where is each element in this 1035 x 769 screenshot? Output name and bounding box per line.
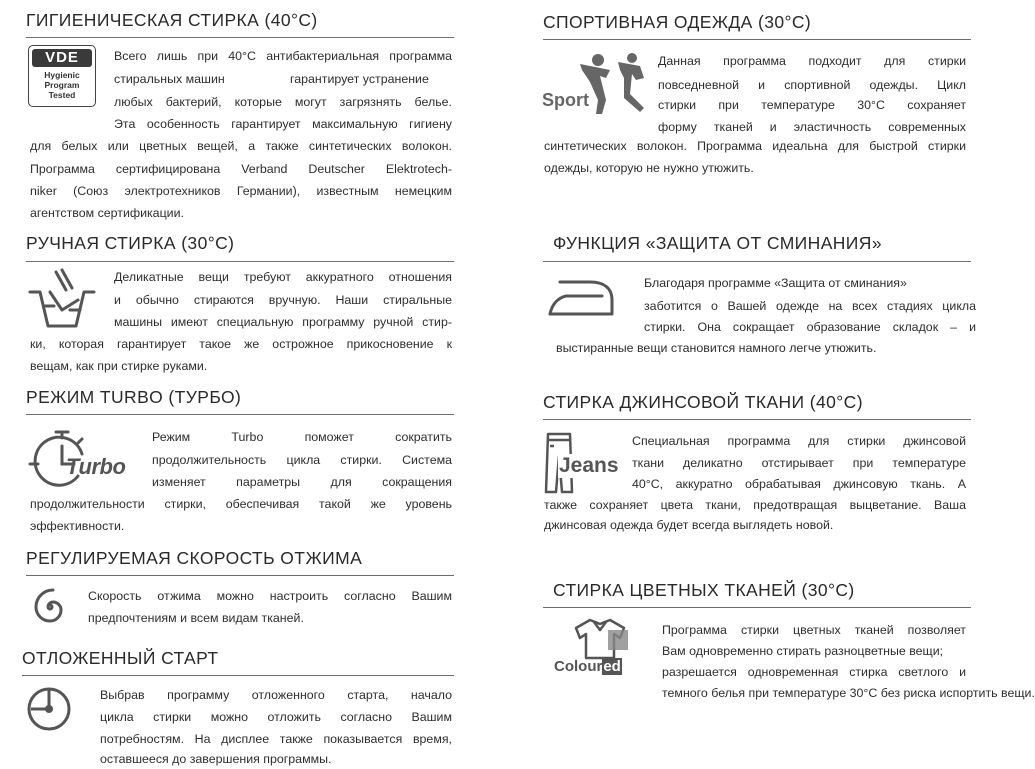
section-title: РУЧНАЯ СТИРКА (30°C) bbox=[26, 233, 235, 253]
logo-line-2: Program bbox=[44, 80, 80, 90]
section-title: ФУНКЦИЯ «ЗАЩИТА ОТ СМИНАНИЯ» bbox=[553, 233, 882, 253]
text-line: изменяет параметры для сокращения bbox=[152, 475, 452, 489]
text-line: темного белья при температуре 30°C без риска испортить вещи. bbox=[662, 686, 1035, 700]
title-rule bbox=[22, 675, 454, 676]
text-line: одежды, которую не нужно утюжить. bbox=[544, 161, 754, 175]
sport-label: Sport bbox=[542, 90, 589, 110]
text-line: стиральных машин bbox=[114, 72, 225, 86]
text-line: агентством сертификации. bbox=[30, 206, 184, 220]
text-line: продолжительности стирки, обеспечивая такой же уровень bbox=[30, 497, 452, 511]
text-line: Специальная программа для стирки джинсовой bbox=[632, 434, 966, 448]
text-line: разрешается одновременная стирка светлого и bbox=[662, 665, 966, 679]
text-line: потребностям. На дисплее также показывается время, bbox=[100, 732, 452, 746]
text-line: niker (Союз электротехников Германии), известным немецким bbox=[30, 184, 452, 198]
text-line: гарантирует устранение bbox=[290, 72, 429, 86]
text-line: ткани деликатно отстирывает при температуре bbox=[632, 456, 966, 470]
coloured-label bbox=[554, 658, 622, 675]
text-line: выстиранные вещи становится намного легче утюжить. bbox=[556, 341, 877, 355]
text-line: повседневной и спортивной одежды. Цикл bbox=[658, 78, 966, 92]
title-rule bbox=[543, 419, 971, 420]
text-line: Эта особенность гарантирует максимальную гигиену bbox=[114, 117, 452, 131]
text-line: стирки. Она сокращает образование складок – и bbox=[644, 320, 976, 334]
text-line: для белых или цветных вещей, а также синтетических волокон. bbox=[30, 139, 452, 153]
title-rule bbox=[26, 37, 454, 38]
title-rule bbox=[26, 575, 454, 576]
text-line: заботится о Вашей одежде на всех стадиях цикла bbox=[644, 299, 976, 313]
title-rule bbox=[26, 261, 454, 262]
text-line: синтетических волокон. Программа идеальна для быстрой стирки bbox=[544, 139, 966, 153]
title-rule bbox=[26, 414, 454, 415]
hand-wash-basin-icon bbox=[26, 266, 96, 332]
text-line: Деликатные вещи требуют аккуратного отношения bbox=[114, 270, 452, 284]
turbo-label: Turbo bbox=[66, 454, 126, 479]
text-line: Всего лишь при 40°C антибактериальная программа bbox=[114, 49, 452, 63]
title-rule bbox=[543, 261, 971, 262]
text-line: Программа сертифицирована Verband Deutscher Elektrotech- bbox=[30, 162, 452, 176]
coloured-shirt-icon bbox=[550, 614, 650, 686]
text-line: машины имеют специальную программу ручной стир- bbox=[114, 315, 452, 329]
section-title: РЕЖИМ TURBO (ТУРБО) bbox=[26, 387, 242, 407]
section-title: РЕГУЛИРУЕМАЯ СКОРОСТЬ ОТЖИМА bbox=[26, 548, 363, 568]
text-line: Режим Turbo поможет сократить bbox=[152, 430, 452, 444]
jeans-label: Jeans bbox=[559, 454, 619, 477]
coloured-label-b: ed bbox=[603, 658, 621, 675]
text-line: любых бактерий, которые могут загрязнять белье. bbox=[114, 95, 452, 109]
text-line: Данная программа подходит для стирки bbox=[658, 54, 966, 68]
text-line: ки, которая гарантирует такое же острожное прикосновение к bbox=[30, 337, 452, 351]
section-title: СПОРТИВНАЯ ОДЕЖДА (30°C) bbox=[543, 12, 812, 32]
text-line: предпочтениям и всем видам тканей. bbox=[88, 611, 304, 625]
spiral-icon bbox=[28, 585, 72, 629]
logo-line-3: Tested bbox=[48, 90, 76, 100]
logo-vde-text: VDE bbox=[32, 49, 92, 67]
text-line: эффективности. bbox=[30, 519, 125, 533]
text-line: Благодаря программе «Защита от сминания» bbox=[644, 276, 907, 290]
section-title: СТИРКА ЦВЕТНЫХ ТКАНЕЙ (30°C) bbox=[553, 580, 855, 600]
section-title: СТИРКА ДЖИНСОВОЙ ТКАНИ (40°C) bbox=[543, 392, 863, 412]
text-line: Программа стирки цветных тканей позволяет bbox=[662, 623, 966, 637]
text-line: продолжительность цикла стирки. Система bbox=[152, 453, 452, 467]
turbo-stopwatch-icon bbox=[26, 424, 146, 490]
text-line: и обычно стираются вручную. Наши стиральные bbox=[114, 293, 452, 307]
text-line: форму тканей и эластичность современных bbox=[658, 120, 966, 134]
text-line: Скорость отжима можно настроить согласно Вашим bbox=[88, 589, 452, 603]
title-rule bbox=[543, 607, 971, 608]
text-line: цикла стирки можно отложить согласно Вашим bbox=[100, 710, 452, 724]
text-line: Вам одновременно стирать разноцветные вещи; bbox=[662, 644, 944, 658]
title-rule bbox=[543, 39, 971, 40]
jeans-icon bbox=[540, 428, 620, 496]
section-title: ОТЛОЖЕННЫЙ СТАРТ bbox=[22, 648, 219, 668]
text-line: вещам, как при стирке руками. bbox=[30, 359, 208, 373]
logo-line-1: Hygienic bbox=[44, 70, 80, 80]
text-line: также сохраняет цвета ткани, предотвращая выцветание. Ваша bbox=[544, 498, 966, 512]
text-line: стирки при температуре 30°C сохраняет bbox=[658, 98, 966, 112]
vde-hygienic-logo-icon bbox=[28, 45, 96, 107]
coloured-label-a: Colour bbox=[554, 658, 603, 675]
text-line: Выбрав программу отложенного старта, начало bbox=[100, 688, 452, 702]
text-line: 40°C, аккуратно обрабатывая джинсовую ткань. А bbox=[632, 477, 966, 491]
sport-figures-icon bbox=[540, 48, 650, 118]
section-title: ГИГИЕНИЧЕСКАЯ СТИРКА (40°C) bbox=[26, 10, 318, 30]
clock-icon bbox=[24, 684, 74, 734]
text-line: оставшееся до завершения программы. bbox=[100, 752, 332, 766]
text-line: джинсовая одежда будет всегда выглядеть новой. bbox=[544, 518, 834, 532]
iron-icon bbox=[546, 272, 618, 322]
